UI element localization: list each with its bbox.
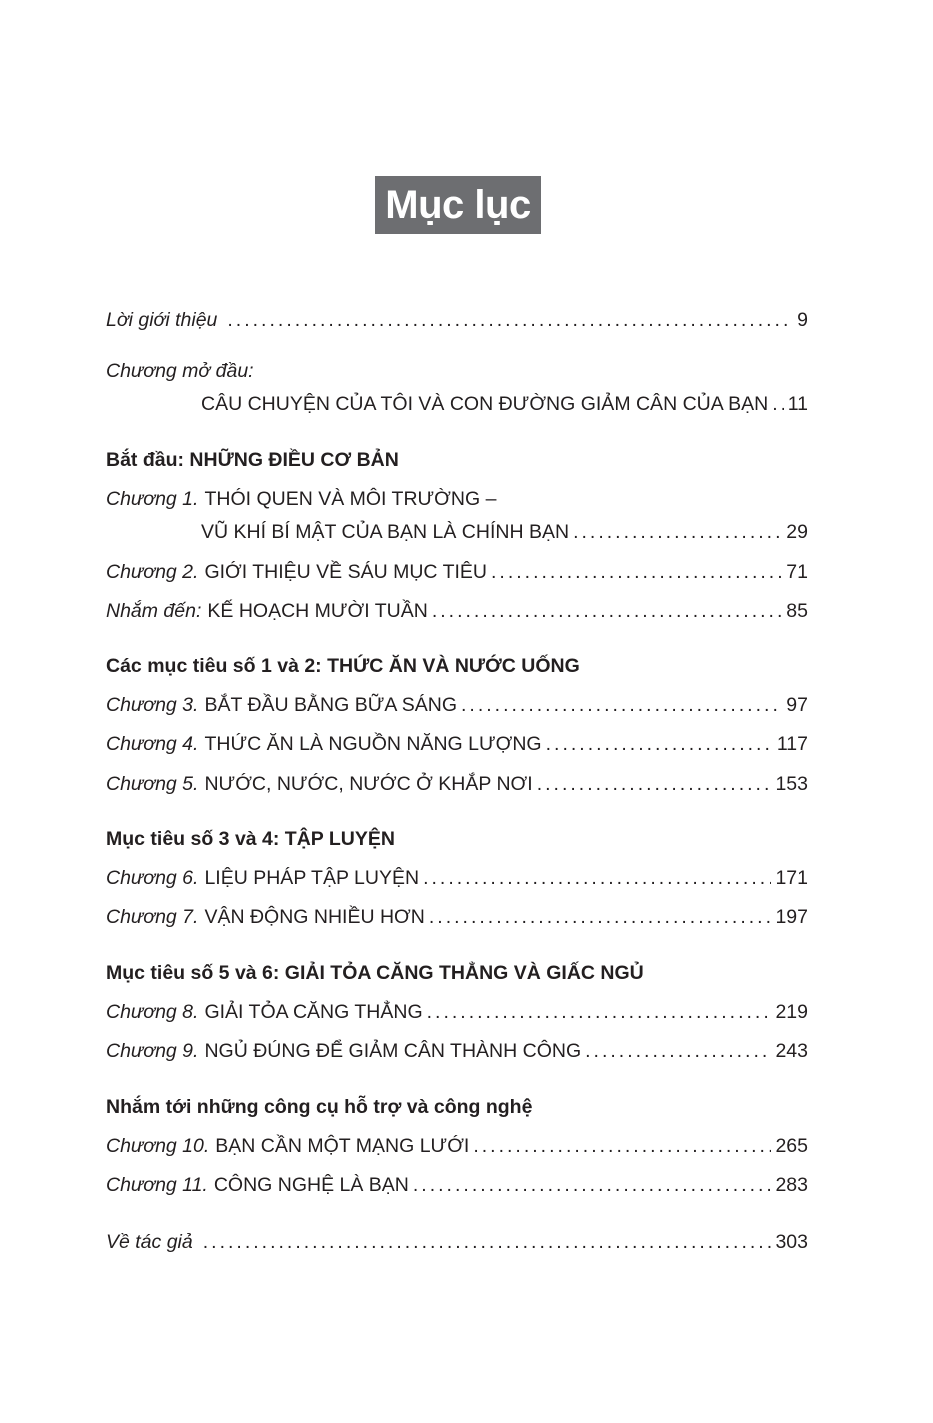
page-number: 85 <box>786 600 808 622</box>
entry-label: Chương 8. <box>106 1001 199 1023</box>
page-title: Mục lục <box>385 182 531 227</box>
entry-label: Chương 9. <box>106 1040 199 1062</box>
toc-entry-author[interactable] <box>106 1231 808 1259</box>
page-number: 97 <box>786 694 808 716</box>
leader-dots <box>772 393 784 416</box>
page-number: 197 <box>775 906 808 928</box>
entry-label: Về tác giả <box>106 1231 193 1253</box>
entry-title: BẠN CẦN MỘT MẠNG LƯỚI <box>215 1135 470 1157</box>
entry-label: Chương 7. <box>106 906 199 928</box>
page-number: 243 <box>775 1040 808 1062</box>
page-number: 71 <box>786 561 808 583</box>
entry-label: Chương mở đầu: <box>106 360 254 382</box>
page-number: 219 <box>775 1001 808 1023</box>
toc-prologue-label <box>106 360 808 388</box>
section-heading-1: Bắt đầu: NHỮNG ĐIỀU CƠ BẢN <box>106 449 399 471</box>
entry-title: CÔNG NGHỆ LÀ BẠN <box>213 1174 409 1196</box>
toc-entry-ch8[interactable] <box>106 1001 808 1029</box>
entry-title: THỨC ĂN LÀ NGUỒN NĂNG LƯỢNG <box>204 733 542 755</box>
leader-dots <box>585 1040 771 1063</box>
title-box <box>375 176 541 234</box>
toc-entry-ch10[interactable] <box>106 1135 808 1163</box>
leader-dots <box>491 561 782 584</box>
page-number: 29 <box>786 521 808 543</box>
leader-dots <box>427 1001 772 1024</box>
section-heading-4: Mục tiêu số 5 và 6: GIẢI TỎA CĂNG THẲNG VÀ GIẤC NGỦ <box>106 962 644 984</box>
entry-label: Nhắm đến: <box>106 600 202 622</box>
toc-entry-aim[interactable] <box>106 600 808 628</box>
entry-title: CÂU CHUYỆN CỦA TÔI VÀ CON ĐƯỜNG GIẢM CÂN CỦA BẠN <box>201 393 769 415</box>
toc-entry-ch5[interactable] <box>106 773 808 801</box>
page-number: 283 <box>775 1174 808 1196</box>
leader-dots <box>473 1135 771 1158</box>
toc-entry-ch11[interactable] <box>106 1174 808 1202</box>
page-number: 171 <box>775 867 808 889</box>
leader-dots <box>461 694 782 717</box>
toc-entry-ch9[interactable] <box>106 1040 808 1068</box>
section-heading-2: Các mục tiêu số 1 và 2: THỨC ĂN VÀ NƯỚC UỐNG <box>106 655 580 677</box>
entry-title: VŨ KHÍ BÍ MẬT CỦA BẠN LÀ CHÍNH BẠN <box>201 521 570 543</box>
entry-title: VẬN ĐỘNG NHIỀU HƠN <box>204 906 425 928</box>
entry-title: BẮT ĐẦU BẰNG BỮA SÁNG <box>204 694 457 716</box>
page-number: 9 <box>797 309 808 331</box>
page-number: 265 <box>775 1135 808 1157</box>
entry-title: KẾ HOẠCH MƯỜI TUẦN <box>207 600 428 622</box>
leader-dots <box>429 906 772 929</box>
toc-entry-ch1[interactable] <box>106 488 808 516</box>
entry-label: Chương 10. <box>106 1135 210 1157</box>
toc-entry-ch4[interactable] <box>106 733 808 761</box>
entry-title: GIẢI TỎA CĂNG THẲNG <box>204 1001 423 1023</box>
toc-entry-ch6[interactable] <box>106 867 808 895</box>
page-number: 117 <box>776 733 808 755</box>
entry-label: Lời giới thiệu <box>106 309 218 331</box>
leader-dots <box>203 1231 772 1254</box>
toc-entry-ch2[interactable] <box>106 561 808 589</box>
leader-dots <box>227 309 793 332</box>
toc-entry-prologue[interactable] <box>201 393 808 421</box>
leader-dots <box>546 733 773 756</box>
toc-entry-ch1-cont[interactable] <box>201 521 808 549</box>
entry-title: NƯỚC, NƯỚC, NƯỚC Ở KHẮP NƠI <box>204 773 533 795</box>
page-number: 11 <box>787 393 808 415</box>
entry-label: Chương 5. <box>106 773 199 795</box>
section-heading-3: Mục tiêu số 3 và 4: TẬP LUYỆN <box>106 828 395 850</box>
leader-dots <box>423 867 771 890</box>
toc-entry-ch3[interactable] <box>106 694 808 722</box>
section-heading-5: Nhắm tới những công cụ hỗ trợ và công nghệ <box>106 1096 533 1118</box>
entry-label: Chương 4. <box>106 733 199 755</box>
toc-entry-intro[interactable] <box>106 309 808 337</box>
leader-dots <box>413 1174 772 1197</box>
entry-title: THÓI QUEN VÀ MÔI TRƯỜNG – <box>204 488 497 510</box>
leader-dots <box>537 773 772 796</box>
entry-label: Chương 6. <box>106 867 199 889</box>
page-number: 153 <box>775 773 808 795</box>
entry-label: Chương 11. <box>106 1174 208 1196</box>
leader-dots <box>432 600 782 623</box>
entry-label: Chương 1. <box>106 488 199 510</box>
entry-title: GIỚI THIỆU VỀ SÁU MỤC TIÊU <box>204 561 487 583</box>
entry-title: NGỦ ĐÚNG ĐỂ GIẢM CÂN THÀNH CÔNG <box>204 1040 582 1062</box>
toc-entry-ch7[interactable] <box>106 906 808 934</box>
entry-label: Chương 2. <box>106 561 199 583</box>
entry-label: Chương 3. <box>106 694 199 716</box>
leader-dots <box>573 521 782 544</box>
entry-title: LIỆU PHÁP TẬP LUYỆN <box>204 867 420 889</box>
page-number: 303 <box>775 1231 808 1253</box>
